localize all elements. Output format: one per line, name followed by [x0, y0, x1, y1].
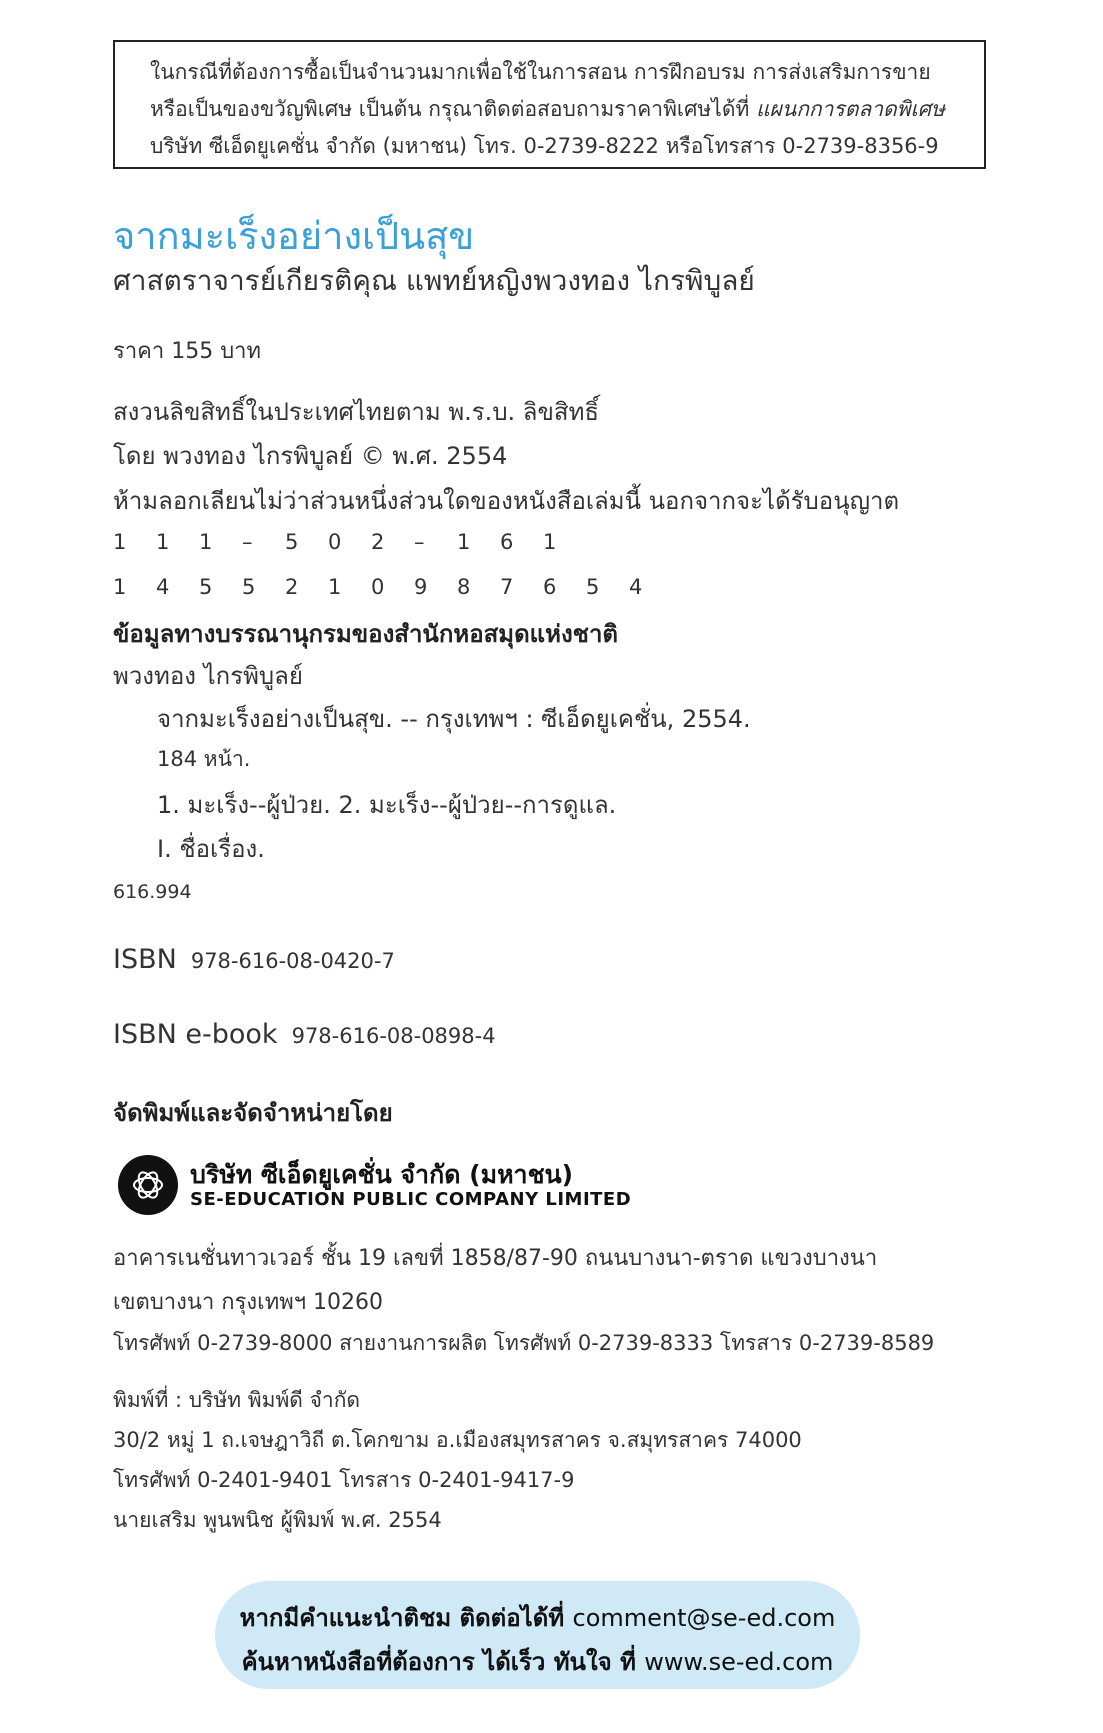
contact-line-1 [215, 1598, 860, 1637]
print-digit: 2 [285, 575, 299, 599]
contact-feedback-text: หากมีคำแนะนำติชม ติดต่อได้ที่ [239, 1604, 573, 1632]
cataloging-entry-title: จากมะเร็งอย่างเป็นสุข. -- กรุงเทพฯ : ซีเอ็ดยูเคชั่น, 2554. [157, 705, 751, 733]
code-digit: 5 [285, 530, 299, 554]
code-digit: – [242, 530, 253, 554]
printer-line-1: พิมพ์ที่ : บริษัท พิมพ์ดี จำกัด [113, 1388, 361, 1412]
printer-line-4: นายเสริม พูนพนิช ผู้พิมพ์ พ.ศ. 2554 [113, 1508, 442, 1532]
notice-line-2 [150, 93, 945, 126]
copyright-line-3: ห้ามลอกเลียนไม่ว่าส่วนหนึ่งส่วนใดของหนังสือเล่มนี้ นอกจากจะได้รับอนุญาต [113, 487, 900, 515]
code-digit: 1 [457, 530, 471, 554]
isbn-label: ISBN [113, 944, 177, 975]
special-sales-notice [113, 40, 986, 169]
print-digit: 1 [328, 575, 342, 599]
code-digit: 6 [500, 530, 514, 554]
publisher-address-1: อาคารเนชั่นทาวเวอร์ ชั้น 19 เลขที่ 1858/87-90 ถนนบางนา-ตราด แขวงบางนา [113, 1246, 878, 1271]
print-digit: 6 [543, 575, 557, 599]
publisher-name-english: SE-EDUCATION PUBLIC COMPANY LIMITED [190, 1189, 632, 1210]
code-digit: 1 [543, 530, 557, 554]
print-digit: 0 [371, 575, 385, 599]
contact-search-text: ค้นหาหนังสือที่ต้องการ ได้เร็ว ทันใจ ที่ [241, 1648, 645, 1676]
code-digit: 1 [156, 530, 170, 554]
print-digit: 7 [500, 575, 514, 599]
print-digit: 5 [586, 575, 600, 599]
publisher-address-2: เขตบางนา กรุงเทพฯ 10260 [113, 1290, 384, 1315]
print-digit: 9 [414, 575, 428, 599]
contact-email-link[interactable]: comment@se-ed.com [572, 1604, 836, 1632]
code-digit: 1 [199, 530, 213, 554]
cataloging-subjects: 1. มะเร็ง--ผู้ป่วย. 2. มะเร็ง--ผู้ป่วย--การดูแล. [157, 791, 617, 819]
publisher-heading: จัดพิมพ์และจัดจำหน่ายโดย [113, 1099, 393, 1127]
book-price: ราคา 155 บาท [113, 339, 262, 364]
contact-line-2 [215, 1642, 860, 1681]
notice-department: แผนกการตลาดพิเศษ [756, 97, 945, 121]
code-digit: 2 [371, 530, 385, 554]
isbn [113, 944, 395, 975]
book-title: จากมะเร็งอย่างเป็นสุข [113, 214, 475, 258]
code-digit: – [414, 530, 425, 554]
contact-banner [215, 1581, 860, 1689]
logo-mark-svg [118, 1155, 178, 1215]
publisher-name-thai: บริษัท ซีเอ็ดยูเคชั่น จำกัด (มหาชน) [190, 1160, 574, 1189]
notice-line-2-text: หรือเป็นของขวัญพิเศษ เป็นต้น กรุณาติดต่อสอบถามราคาพิเศษได้ที่ [150, 97, 756, 121]
book-code-row [113, 530, 586, 554]
printer-line-3: โทรศัพท์ 0-2401-9401 โทรสาร 0-2401-9417-9 [113, 1468, 575, 1492]
isbn-ebook-label: ISBN e-book [113, 1019, 278, 1050]
cataloging-heading: ข้อมูลทางบรรณานุกรมของสำนักหอสมุดแห่งชาติ [113, 620, 619, 648]
cataloging-title-index: I. ชื่อเรื่อง. [157, 835, 265, 863]
cataloging-author: พวงทอง ไกรพิบูลย์ [113, 662, 303, 690]
contact-website-link[interactable]: www.se-ed.com [644, 1648, 834, 1676]
code-digit: 1 [113, 530, 127, 554]
code-digit: 0 [328, 530, 342, 554]
print-digit: 5 [242, 575, 256, 599]
isbn-value: 978-616-08-0420-7 [190, 949, 395, 973]
publisher-phone: โทรศัพท์ 0-2739-8000 สายงานการผลิต โทรศัพท์ 0-2739-8333 โทรสาร 0-2739-8589 [113, 1331, 935, 1355]
copyright-line-1: สงวนลิขสิทธิ์ในประเทศไทยตาม พ.ร.บ. ลิขสิทธิ์ [113, 398, 600, 426]
print-digit: 1 [113, 575, 127, 599]
notice-line-1: ในกรณีที่ต้องการซื้อเป็นจำนวนมากเพื่อใช้ในการสอน การฝึกอบรม การส่งเสริมการขาย [150, 60, 931, 84]
printer-line-2: 30/2 หมู่ 1 ถ.เจษฎาวิถี ต.โคกขาม อ.เมืองสมุทรสาคร จ.สมุทรสาคร 74000 [113, 1428, 802, 1452]
isbn-ebook-value: 978-616-08-0898-4 [291, 1024, 496, 1048]
print-digit: 5 [199, 575, 213, 599]
se-ed-logo-icon [118, 1155, 178, 1215]
print-digit: 4 [629, 575, 643, 599]
print-run-row [113, 575, 672, 599]
notice-line-3: บริษัท ซีเอ็ดยูเคชั่น จำกัด (มหาชน) โทร. 0-2739-8222 หรือโทรสาร 0-2739-8356-9 [150, 134, 939, 158]
isbn-ebook [113, 1019, 496, 1050]
print-digit: 4 [156, 575, 170, 599]
book-author: ศาสตราจารย์เกียรติคุณ แพทย์หญิงพวงทอง ไกรพิบูลย์ [113, 264, 755, 297]
print-digit: 8 [457, 575, 471, 599]
cataloging-pages: 184 หน้า. [157, 747, 251, 771]
classification-number: 616.994 [113, 881, 192, 903]
copyright-line-2: โดย พวงทอง ไกรพิบูลย์ © พ.ศ. 2554 [113, 442, 508, 470]
